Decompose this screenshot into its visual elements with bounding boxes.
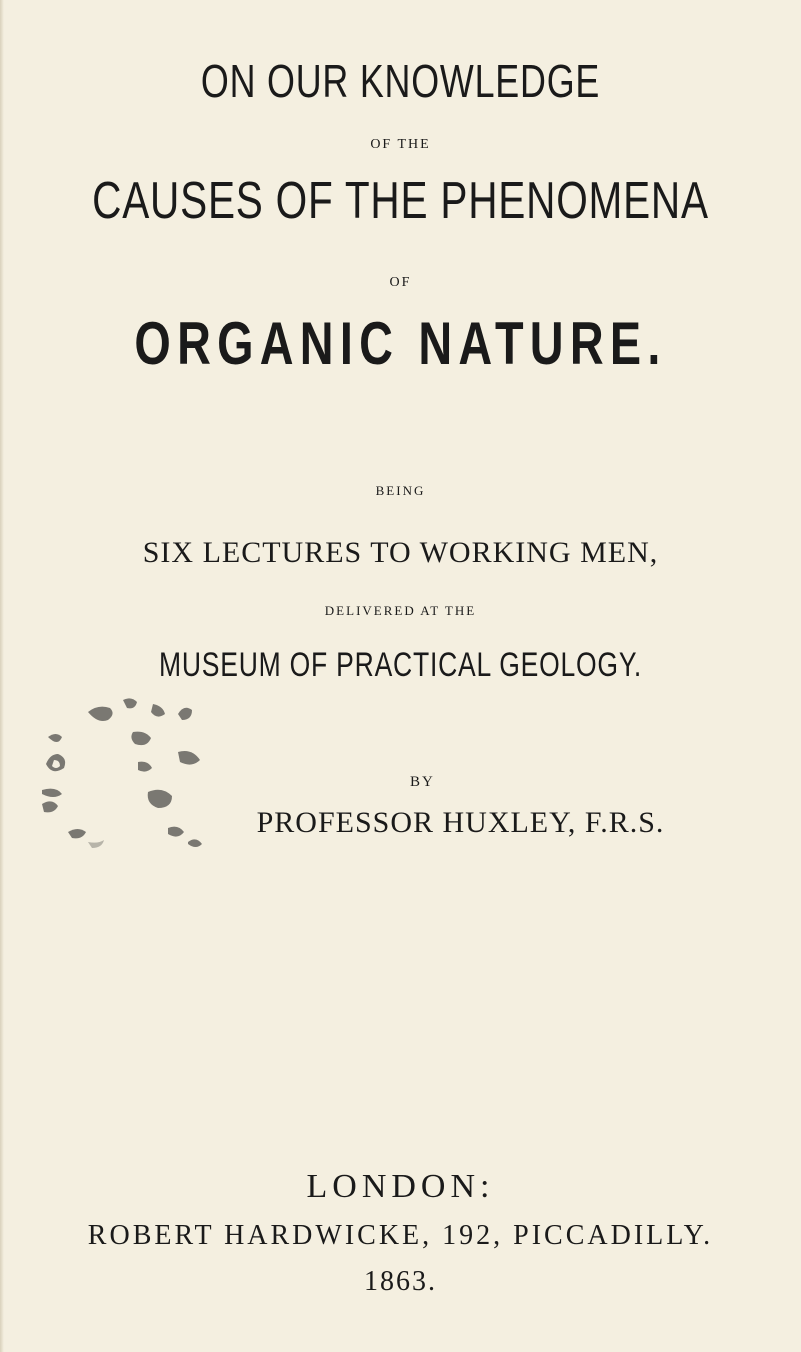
imprint-year: 1863. <box>364 1266 437 1297</box>
venue <box>0 648 801 682</box>
connector-of: OF <box>389 275 412 290</box>
title-line-1-text: ON OUR KNOWLEDGE <box>200 55 601 107</box>
imprint-city: LONDON: <box>306 1168 495 1205</box>
title-line-3-text: ORGANIC NATURE. <box>134 310 667 377</box>
title-line-2-text: CAUSES OF THE PHENOMENA <box>92 172 709 230</box>
being-label: BEING <box>375 483 426 498</box>
subtitle: SIX LECTURES TO WORKING MEN, <box>142 536 659 569</box>
by-label: BY <box>410 774 435 790</box>
delivered-label: DELIVERED AT THE <box>324 603 477 618</box>
connector-of-the: OF THE <box>370 137 431 152</box>
title-line-3 <box>0 310 801 377</box>
imprint-publisher: ROBERT HARDWICKE, 192, PICCADILLY. <box>87 1220 714 1251</box>
library-stamp-icon <box>28 692 288 872</box>
title-line-1 <box>0 55 801 107</box>
author: PROFESSOR HUXLEY, F.R.S. <box>256 806 665 839</box>
venue-text: MUSEUM OF PRACTICAL GEOLOGY. <box>158 646 643 684</box>
title-line-2 <box>0 172 801 230</box>
